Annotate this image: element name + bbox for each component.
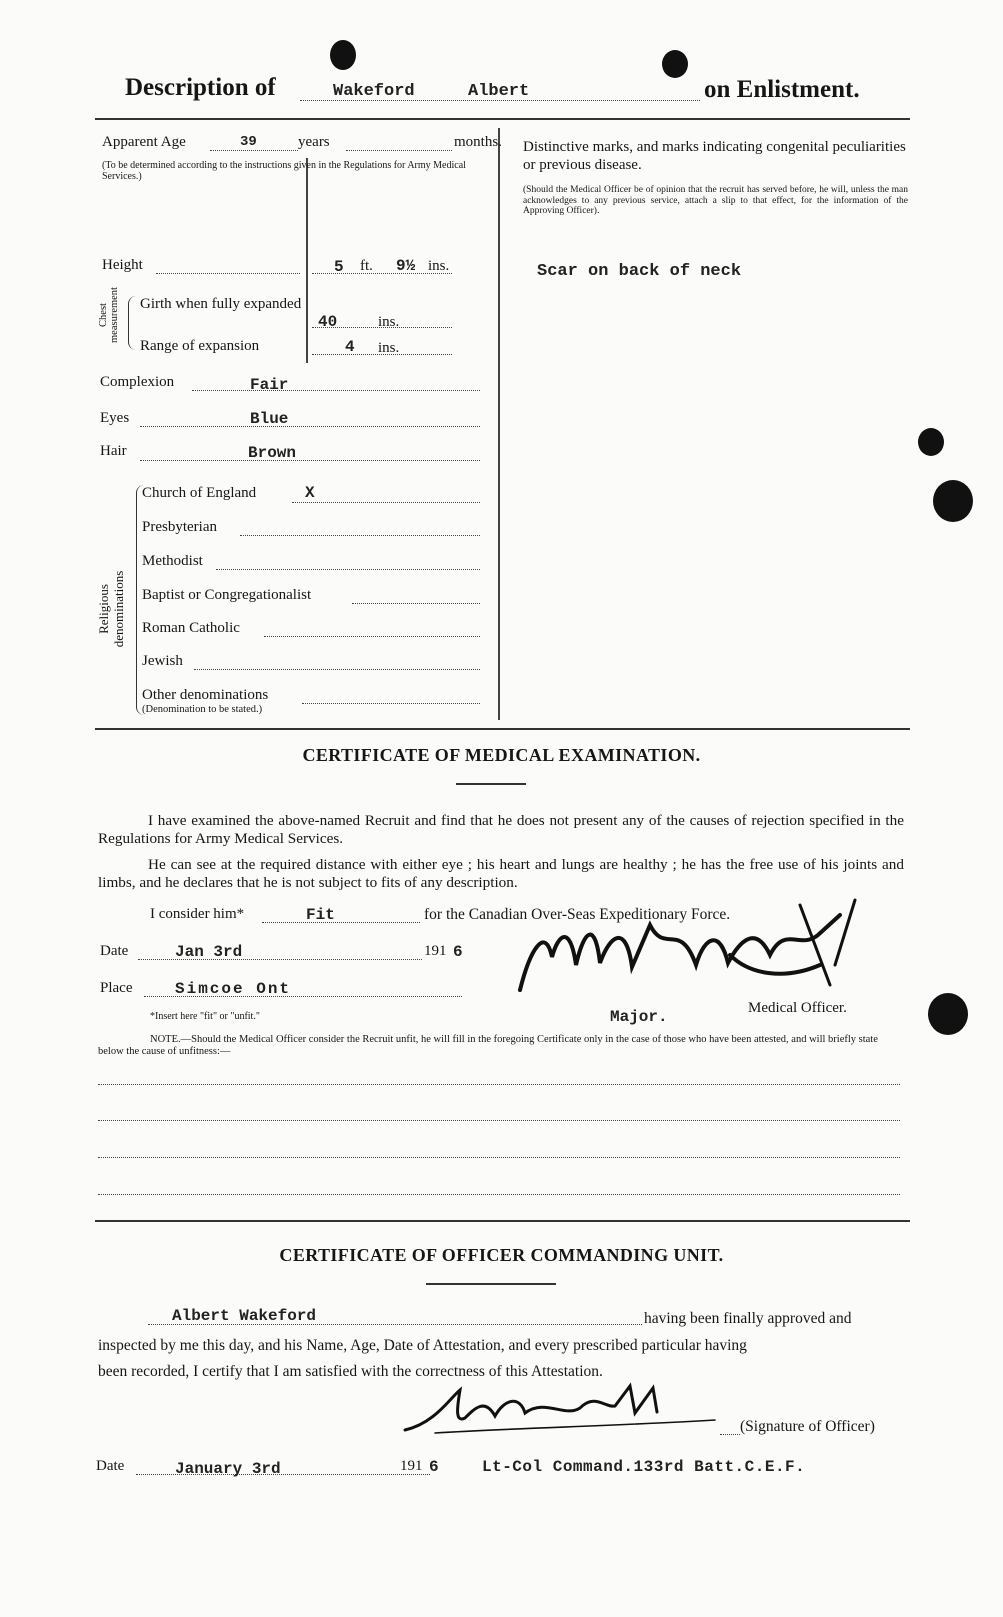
commanding-line-1: having been finally approved and bbox=[644, 1310, 852, 1327]
header-given-name: Albert bbox=[468, 82, 530, 101]
punch-hole bbox=[933, 480, 973, 522]
apparent-age-value: 39 bbox=[240, 134, 257, 150]
apparent-age-label: Apparent Age bbox=[102, 134, 186, 150]
header-suffix: on Enlistment. bbox=[704, 76, 860, 103]
religion-item-church-of-england: Church of England bbox=[142, 485, 257, 501]
chest-measurement-label: Chest measurement bbox=[98, 287, 120, 343]
range-value: 4 bbox=[345, 338, 355, 356]
commanding-date-value: January 3rd bbox=[175, 1460, 281, 1478]
medical-para-2: He can see at the required distance with either eye ; his heart and lungs are healthy ; he has the free use of his joints and limbs, and he declares that he is not subject to fits of any description. bbox=[98, 856, 904, 891]
consider-label: I consider him* bbox=[150, 906, 245, 922]
marks-note: (Should the Medical Officer be of opinion that the recruit has served before, he will, unless the man acknowledges to any previous service, attach a slip to that effect, for the information of the Approving Officer). bbox=[523, 185, 908, 216]
range-ins-label: ins. bbox=[378, 340, 400, 356]
months-label: months. bbox=[454, 134, 502, 150]
ft-label: ft. bbox=[360, 258, 373, 274]
medical-date-value: Jan 3rd bbox=[175, 943, 243, 961]
place-value: Simcoe Ont bbox=[175, 980, 292, 998]
religion-item-roman-catholic: Roman Catholic bbox=[142, 620, 240, 636]
complexion-value: Fair bbox=[250, 376, 289, 394]
hair-label: Hair bbox=[100, 443, 127, 459]
religious-denominations-label: Religious denominations bbox=[96, 570, 126, 648]
header-prefix: Description of bbox=[125, 74, 276, 101]
height-in-value: 9½ bbox=[396, 257, 416, 275]
religion-item-presbyterian: Presbyterian bbox=[142, 519, 217, 535]
commanding-year-suffix: 6 bbox=[429, 1458, 439, 1476]
unfitness-line bbox=[98, 1157, 900, 1158]
religion-item-other: Other denominations bbox=[142, 687, 269, 703]
punch-hole bbox=[918, 428, 944, 456]
place-label: Place bbox=[100, 980, 133, 996]
hair-value: Brown bbox=[248, 444, 297, 462]
unfitness-line bbox=[98, 1084, 900, 1085]
religion-other-note: (Denomination to be stated.) bbox=[142, 704, 263, 715]
commanding-line-3: been recorded, I certify that I am satisfied with the correctness of this Attestation. bbox=[98, 1363, 603, 1380]
marks-heading: Distinctive marks, and marks indicating congenital peculiarities or previous disease. bbox=[523, 139, 906, 173]
commanding-line-2: inspected by me this day, and his Name, Age, Date of Attestation, and every prescribed particular having bbox=[98, 1337, 747, 1354]
age-note: (To be determined according to the instructions given in the Regulations for Army Medical Services.) bbox=[102, 160, 466, 182]
commanding-name-value: Albert Wakeford bbox=[172, 1307, 317, 1325]
consider-value: Fit bbox=[306, 906, 335, 924]
medical-note: NOTE.—Should the Medical Officer consider the Recruit unfit, he will fill in the foregoing Certificate only in the case of those who have been attested, and will briefly state below the cause of unfitness:— bbox=[98, 1034, 878, 1057]
header-surname: Wakeford bbox=[333, 82, 415, 101]
ins-label: ins. bbox=[428, 258, 450, 274]
girth-ins-label: ins. bbox=[378, 314, 400, 330]
medical-officer-signature bbox=[500, 895, 900, 1005]
religion-item-baptist: Baptist or Congregationalist bbox=[142, 587, 312, 603]
medical-date-label: Date bbox=[100, 943, 129, 959]
signature-of-officer-label: (Signature of Officer) bbox=[740, 1418, 875, 1435]
range-label: Range of expansion bbox=[140, 338, 260, 354]
medical-certificate-title: CERTIFICATE OF MEDICAL EXAMINATION. bbox=[302, 745, 701, 765]
medical-officer-rank: Major. bbox=[610, 1008, 668, 1026]
medical-officer-label: Medical Officer. bbox=[748, 1000, 847, 1016]
punch-hole bbox=[662, 50, 688, 78]
force-label: for the Canadian Over-Seas Expeditionary Force. bbox=[424, 906, 731, 923]
commanding-date-label: Date bbox=[96, 1458, 125, 1474]
religion-item-methodist: Methodist bbox=[142, 553, 203, 569]
eyes-value: Blue bbox=[250, 410, 289, 428]
header-rule bbox=[95, 118, 910, 120]
girth-label: Girth when fully expanded bbox=[140, 296, 302, 312]
commanding-year-prefix: 191 bbox=[400, 1458, 423, 1474]
girth-value: 40 bbox=[318, 313, 338, 331]
medical-year-prefix: 191 bbox=[424, 943, 447, 959]
religion-item-jewish: Jewish bbox=[142, 653, 183, 669]
eyes-label: Eyes bbox=[100, 410, 130, 426]
insert-note: *Insert here "fit" or "unfit." bbox=[150, 1011, 260, 1022]
unfitness-line bbox=[98, 1194, 900, 1195]
height-ft-value: 5 bbox=[334, 258, 344, 276]
height-label: Height bbox=[102, 257, 143, 273]
unfitness-line bbox=[98, 1120, 900, 1121]
medical-year-suffix: 6 bbox=[453, 943, 463, 961]
marks-value: Scar on back of neck bbox=[537, 262, 742, 281]
punch-hole bbox=[928, 993, 968, 1035]
punch-hole bbox=[330, 40, 356, 70]
commanding-certificate-title: CERTIFICATE OF OFFICER COMMANDING UNIT. bbox=[279, 1245, 724, 1265]
commanding-rank-value: Lt-Col Command.133rd Batt.C.E.F. bbox=[482, 1458, 806, 1476]
religion-mark-church-of-england: X bbox=[305, 484, 315, 502]
complexion-label: Complexion bbox=[100, 374, 175, 390]
medical-para-1: I have examined the above-named Recruit and find that he does not present any of the causes of rejection specified in the Regulations for Army Medical Services. bbox=[98, 812, 904, 847]
commanding-officer-signature bbox=[395, 1378, 725, 1438]
years-label: years bbox=[298, 134, 330, 150]
